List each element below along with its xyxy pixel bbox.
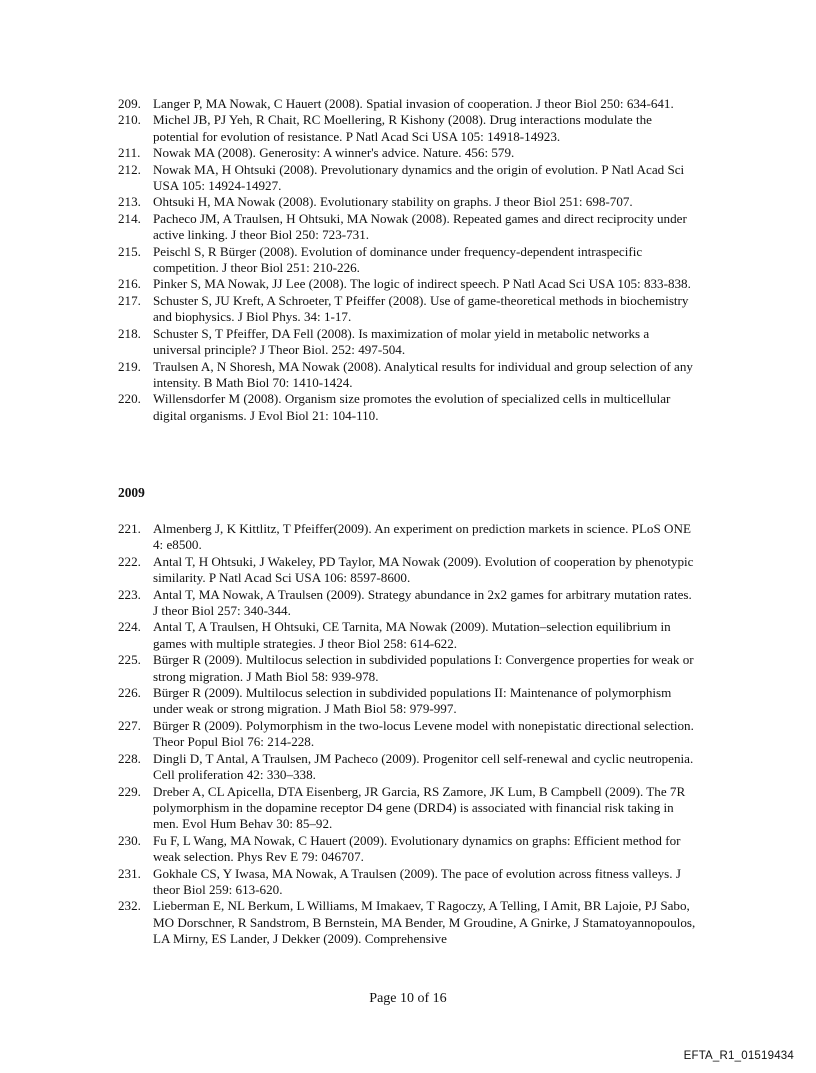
reference-item xyxy=(118,194,698,210)
reference-number: 221. xyxy=(118,521,141,536)
reference-text: Nowak MA, H Ohtsuki (2008). Prevolutionary dynamics and the origin of evolution. P Natl Acad Sci USA 105: 14924-14927. xyxy=(153,161,685,194)
reference-text: Almenberg J, K Kittlitz, T Pfeiffer(2009). An experiment on prediction markets in science. PLoS ONE 4: e8500. xyxy=(153,521,691,553)
reference-text: Pacheco JM, A Traulsen, H Ohtsuki, MA Nowak (2008). Repeated games and direct reciprocity under active linking. J theor Biol 250: 723-731. xyxy=(153,210,687,243)
reference-number: 224. xyxy=(118,619,141,635)
reference-item xyxy=(118,391,698,424)
reference-list-2009 xyxy=(118,521,698,948)
reference-text: Bürger R (2009). Multilocus selection in subdivided populations I: Convergence properties for weak or strong migration. J Math Biol 58: 939-978. xyxy=(153,652,694,684)
reference-number: 214. xyxy=(118,210,141,226)
reference-text: Pinker S, MA Nowak, JJ Lee (2008). The logic of indirect speech. P Natl Acad Sci USA 105: 833-838. xyxy=(153,276,691,292)
reference-text: Willensdorfer M (2008). Organism size promotes the evolution of specialized cells in multicellular digital organisms. J Evol Biol 21: 104-110. xyxy=(153,391,671,423)
reference-text: Nowak MA (2008). Generosity: A winner's advice. Nature. 456: 579. xyxy=(153,145,515,161)
reference-number: 220. xyxy=(118,391,141,407)
reference-item xyxy=(118,276,698,292)
reference-item xyxy=(118,521,698,554)
reference-item xyxy=(118,751,698,784)
reference-item xyxy=(118,898,698,947)
reference-number: 212. xyxy=(118,161,141,177)
reference-text: Bürger R (2009). Multilocus selection in subdivided populations II: Maintenance of polymorphism under weak or strong migration. J Math Biol 58: 979-997. xyxy=(153,685,672,717)
reference-text: Michel JB, PJ Yeh, R Chait, RC Moellering, R Kishony (2008). Drug interactions modulate the potential for evolution of resistance. P Natl Acad Sci USA 105: 14918-14923. xyxy=(153,112,652,144)
reference-text: Langer P, MA Nowak, C Hauert (2008). Spatial invasion of cooperation. J theor Biol 250: 634-641. xyxy=(153,96,674,111)
reference-number: 232. xyxy=(118,898,141,914)
reference-text: Fu F, L Wang, MA Nowak, C Hauert (2009). Evolutionary dynamics on graphs: Efficient method for weak selection. Phys Rev E 79: 046707. xyxy=(153,832,681,865)
reference-item xyxy=(118,293,698,326)
reference-item xyxy=(118,619,698,652)
reference-item xyxy=(118,587,698,620)
reference-item xyxy=(118,96,698,112)
reference-number: 225. xyxy=(118,652,141,668)
reference-number: 213. xyxy=(118,194,141,210)
reference-text: Antal T, H Ohtsuki, J Wakeley, PD Taylor, MA Nowak (2009). Evolution of cooperation by phenotypic similarity. P Natl Acad Sci USA 106: 8597-8600. xyxy=(153,553,694,586)
reference-item xyxy=(118,833,698,866)
reference-text: Dreber A, CL Apicella, DTA Eisenberg, JR Garcia, RS Zamore, JK Lum, B Campbell (2009). The 7R polymorphism in the dopamine receptor D4 gene (DRD4) is associated with financial risk taking in men. Evol Hum Behav 30: 85–92. xyxy=(153,783,686,832)
reference-list-2008 xyxy=(118,96,698,424)
reference-text: Gokhale CS, Y Iwasa, MA Nowak, A Traulsen (2009). The pace of evolution across fitness valleys. J theor Biol 259: 613-620. xyxy=(153,865,681,897)
reference-number: 215. xyxy=(118,243,141,259)
reference-item xyxy=(118,554,698,587)
reference-item xyxy=(118,211,698,244)
reference-item xyxy=(118,244,698,277)
page-number: Page 10 of 16 xyxy=(369,991,447,1006)
reference-text: Antal T, MA Nowak, A Traulsen (2009). Strategy abundance in 2x2 games for arbitrary mutation rates. J theor Biol 257: 340-344. xyxy=(153,586,692,619)
reference-number: 226. xyxy=(118,685,141,701)
reference-number: 231. xyxy=(118,865,141,881)
reference-text: Dingli D, T Antal, A Traulsen, JM Pacheco (2009). Progenitor cell self-renewal and cyclic neutropenia. Cell proliferation 42: 330–338. xyxy=(153,750,694,783)
reference-number: 216. xyxy=(118,276,141,292)
reference-text: Bürger R (2009). Polymorphism in the two-locus Levene model with nonepistatic directional selection. Theor Popul Biol 76: 214-228. xyxy=(153,717,694,750)
reference-number: 211. xyxy=(118,145,141,161)
reference-item xyxy=(118,718,698,751)
reference-item xyxy=(118,112,698,145)
reference-item xyxy=(118,652,698,685)
reference-number: 217. xyxy=(118,292,141,308)
year-heading: 2009 xyxy=(118,485,145,500)
reference-text: Traulsen A, N Shoresh, MA Nowak (2008). Analytical results for individual and group selection of any intensity. B Math Biol 70: 1410-1424. xyxy=(153,358,693,390)
reference-number: 229. xyxy=(118,783,141,799)
bates-number: EFTA_R1_01519434 xyxy=(683,1050,794,1062)
reference-item xyxy=(118,685,698,718)
reference-number: 210. xyxy=(118,112,141,128)
reference-text: Antal T, A Traulsen, H Ohtsuki, CE Tarnita, MA Nowak (2009). Mutation–selection equilibrium in games with multiple strategies. J theor Biol 258: 614-622. xyxy=(153,619,671,651)
reference-item xyxy=(118,359,698,392)
reference-number: 209. xyxy=(118,96,141,111)
reference-item xyxy=(118,326,698,359)
reference-item xyxy=(118,162,698,195)
reference-number: 222. xyxy=(118,553,141,569)
reference-text: Peischl S, R Bürger (2008). Evolution of dominance under frequency-dependent intraspecific competition. J theor Biol 251: 210-226. xyxy=(153,243,643,276)
reference-item xyxy=(118,784,698,833)
reference-number: 223. xyxy=(118,586,141,602)
reference-item xyxy=(118,145,698,161)
reference-text: Schuster S, T Pfeiffer, DA Fell (2008). Is maximization of molar yield in metabolic networks a universal principle? J Theor Biol. 252: 497-504. xyxy=(153,325,650,358)
reference-item xyxy=(118,866,698,899)
reference-number: 218. xyxy=(118,325,141,341)
reference-text: Schuster S, JU Kreft, A Schroeter, T Pfeiffer (2008). Use of game-theoretical methods in biochemistry and biophysics. J Biol Phys. 34: 1-17. xyxy=(153,292,689,325)
reference-text: Ohtsuki H, MA Nowak (2008). Evolutionary stability on graphs. J theor Biol 251: 698-707. xyxy=(153,194,633,210)
reference-number: 219. xyxy=(118,358,141,374)
reference-text: Lieberman E, NL Berkum, L Williams, M Imakaev, T Ragoczy, A Telling, I Amit, BR Lajoie, PJ Sabo, MO Dorschner, R Sandstrom, B Bernstein, MA Bender, M Groudine, A Gnirke, J Stamatoyannopoulos, LA Mirny, ES Lander, J Dekker (2009). Comprehensive xyxy=(153,898,696,947)
reference-number: 230. xyxy=(118,832,141,848)
reference-number: 227. xyxy=(118,717,141,733)
reference-number: 228. xyxy=(118,750,141,766)
